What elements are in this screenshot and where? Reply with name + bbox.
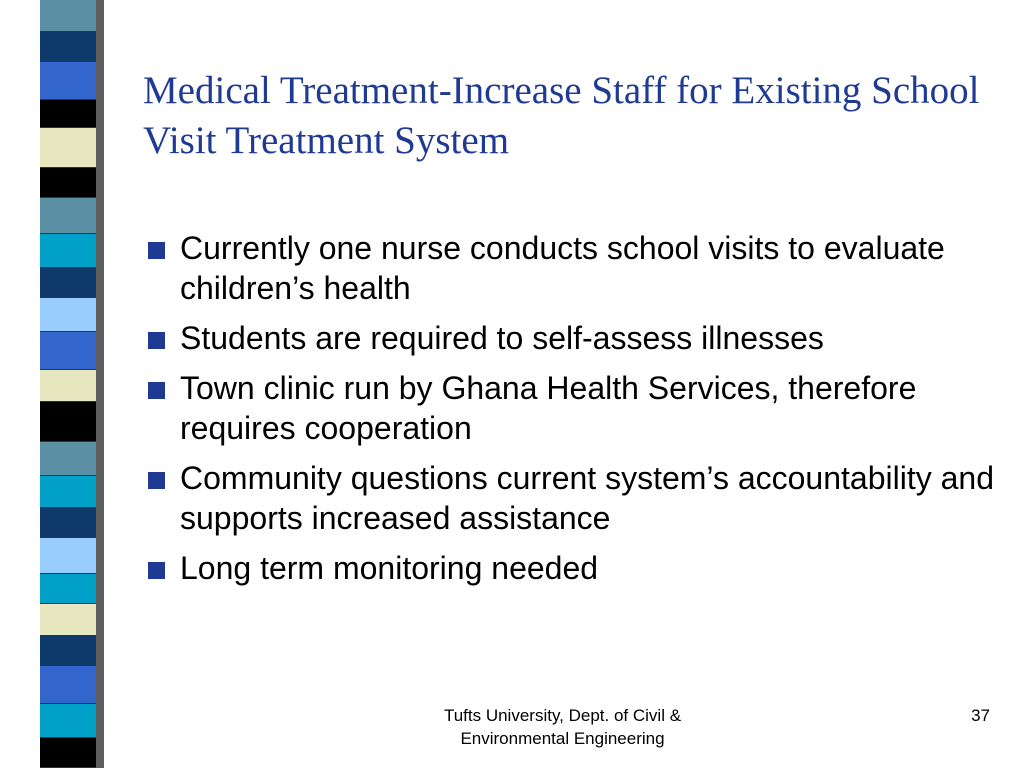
square-bullet-icon	[148, 382, 165, 399]
decorative-color-strip	[0, 0, 116, 768]
strip-block	[40, 332, 96, 370]
strip-block	[40, 574, 96, 604]
strip-block	[40, 666, 96, 704]
bullet-text: Community questions current system’s accountability and supports increased assistance	[180, 460, 994, 536]
strip-block	[40, 128, 96, 168]
strip-block	[40, 268, 96, 298]
strip-block	[40, 442, 96, 476]
slide-title: Medical Treatment-Increase Staff for Existing School Visit Treatment System	[143, 69, 980, 162]
bullet-text: Currently one nurse conducts school visits to evaluate children’s health	[180, 230, 945, 306]
square-bullet-icon	[148, 562, 165, 579]
bullet-text: Long term monitoring needed	[180, 550, 599, 586]
strip-block	[40, 508, 96, 538]
strip-block	[40, 198, 96, 234]
page-number: 37	[971, 706, 990, 725]
footer-line-1: Tufts University, Dept. of Civil &	[443, 706, 682, 725]
strip-block	[40, 168, 96, 198]
bullet-item	[148, 228, 1008, 308]
strip-block	[40, 604, 96, 636]
bullet-item	[148, 548, 1008, 588]
strip-block	[40, 738, 96, 768]
square-bullet-icon	[148, 242, 165, 259]
strip-block	[40, 100, 96, 128]
bullet-list	[148, 228, 1008, 598]
strip-block	[40, 402, 96, 442]
bullet-text: Town clinic run by Ghana Health Services, therefore requires cooperation	[180, 370, 917, 446]
strip-block	[40, 704, 96, 738]
bullet-item	[148, 318, 1008, 358]
strip-block	[40, 538, 96, 574]
strip-block	[40, 234, 96, 268]
strip-block	[40, 370, 96, 402]
square-bullet-icon	[148, 332, 165, 349]
bullet-item	[148, 368, 1008, 448]
footer-line-2: Environmental Engineering	[460, 729, 665, 748]
bullet-text: Students are required to self-assess illnesses	[180, 320, 824, 356]
bullet-item	[148, 458, 1008, 538]
strip-block	[40, 0, 96, 32]
square-bullet-icon	[148, 472, 165, 489]
strip-block	[40, 32, 96, 62]
strip-block	[40, 62, 96, 100]
strip-block	[40, 476, 96, 508]
strip-block	[40, 298, 96, 332]
footer-text	[405, 704, 720, 750]
strip-block	[40, 636, 96, 666]
